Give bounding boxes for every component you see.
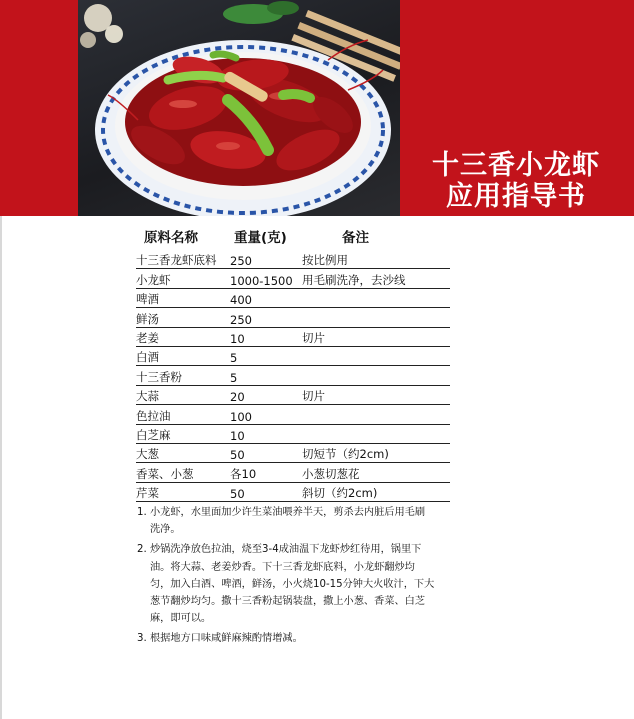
weight-cell: 10 — [230, 424, 302, 443]
weight-cell: 50 — [230, 482, 302, 501]
ingredients-table-body — [136, 250, 450, 502]
weight-cell: 5 — [230, 346, 302, 365]
ingredient-name-cell: 芹菜 — [136, 482, 230, 501]
weight-cell: 250 — [230, 250, 302, 269]
crayfish-dish-photo — [78, 0, 400, 216]
ingredient-name-cell: 小龙虾 — [136, 269, 230, 288]
weight-cell: 400 — [230, 288, 302, 307]
document-title — [398, 150, 634, 212]
ingredient-name-cell: 大蒜 — [136, 385, 230, 404]
column-header-weight: 重量(克) — [234, 230, 287, 246]
remark-cell — [302, 405, 450, 424]
column-header-notes: 备注 — [342, 230, 369, 246]
weight-cell: 10 — [230, 327, 302, 346]
remark-cell: 按比例用 — [302, 250, 450, 269]
remark-cell — [302, 424, 450, 443]
weight-cell: 5 — [230, 366, 302, 385]
table-header-row — [136, 224, 450, 250]
ingredient-name-cell: 白芝麻 — [136, 424, 230, 443]
remark-cell: 小葱切葱花 — [302, 463, 450, 482]
table-row — [136, 327, 450, 346]
ingredients-table — [136, 224, 450, 502]
table-row — [136, 308, 450, 327]
table-row — [136, 443, 450, 462]
ingredient-name-cell: 大葱 — [136, 443, 230, 462]
table-row — [136, 385, 450, 404]
weight-cell: 250 — [230, 308, 302, 327]
remark-cell — [302, 288, 450, 307]
preparation-step: 1. 小龙虾，水里面加少许生菜油喂养半天，剪杀去内脏后用毛刷洗净。 — [150, 504, 435, 538]
remark-cell: 用毛刷洗净，去沙线 — [302, 269, 450, 288]
ingredient-name-cell: 鲜汤 — [136, 308, 230, 327]
column-header-ingredient: 原料名称 — [144, 230, 198, 246]
preparation-step: 2. 炒锅洗净放色拉油，烧至3-4成油温下龙虾炒红待用，锅里下油。将大蒜、老姜炒香。下十三香龙虾底料，小龙虾翻炒均匀，加入白酒、啤酒，鲜汤，小火烧10-15分钟大火收汁，下大葱节翻炒均匀。撒十三香粉起锅装盘，撒上小葱、香菜、白芝麻，即可以。 — [150, 541, 435, 627]
ingredient-name-cell: 十三香龙虾底料 — [136, 250, 230, 269]
weight-cell: 各10 — [230, 463, 302, 482]
ingredient-name-cell: 色拉油 — [136, 405, 230, 424]
ingredient-name-cell: 白酒 — [136, 346, 230, 365]
ingredient-name-cell: 香菜、小葱 — [136, 463, 230, 482]
table-row — [136, 346, 450, 365]
table-row — [136, 482, 450, 501]
weight-cell: 100 — [230, 405, 302, 424]
weight-cell: 20 — [230, 385, 302, 404]
remark-cell: 切片 — [302, 385, 450, 404]
table-row — [136, 366, 450, 385]
remark-cell: 切短节（约2cm) — [302, 443, 450, 462]
title-line-1: 十三香小龙虾 — [432, 150, 600, 181]
table-row — [136, 250, 450, 269]
table-row — [136, 288, 450, 307]
table-row — [136, 405, 450, 424]
page-edge-line — [0, 216, 2, 719]
remark-cell — [302, 308, 450, 327]
weight-cell: 50 — [230, 443, 302, 462]
table-row — [136, 424, 450, 443]
remark-cell: 切片 — [302, 327, 450, 346]
preparation-step: 3. 根据地方口味咸鲜麻辣酌情增减。 — [150, 630, 435, 647]
title-line-2: 应用指导书 — [446, 181, 586, 212]
table-row — [136, 269, 450, 288]
ingredient-name-cell: 十三香粉 — [136, 366, 230, 385]
remark-cell — [302, 346, 450, 365]
preparation-steps — [131, 504, 435, 651]
remark-cell — [302, 366, 450, 385]
weight-cell: 1000-1500 — [230, 269, 302, 288]
ingredient-name-cell: 啤酒 — [136, 288, 230, 307]
ingredient-name-cell: 老姜 — [136, 327, 230, 346]
table-row — [136, 463, 450, 482]
remark-cell: 斜切（约2cm) — [302, 482, 450, 501]
